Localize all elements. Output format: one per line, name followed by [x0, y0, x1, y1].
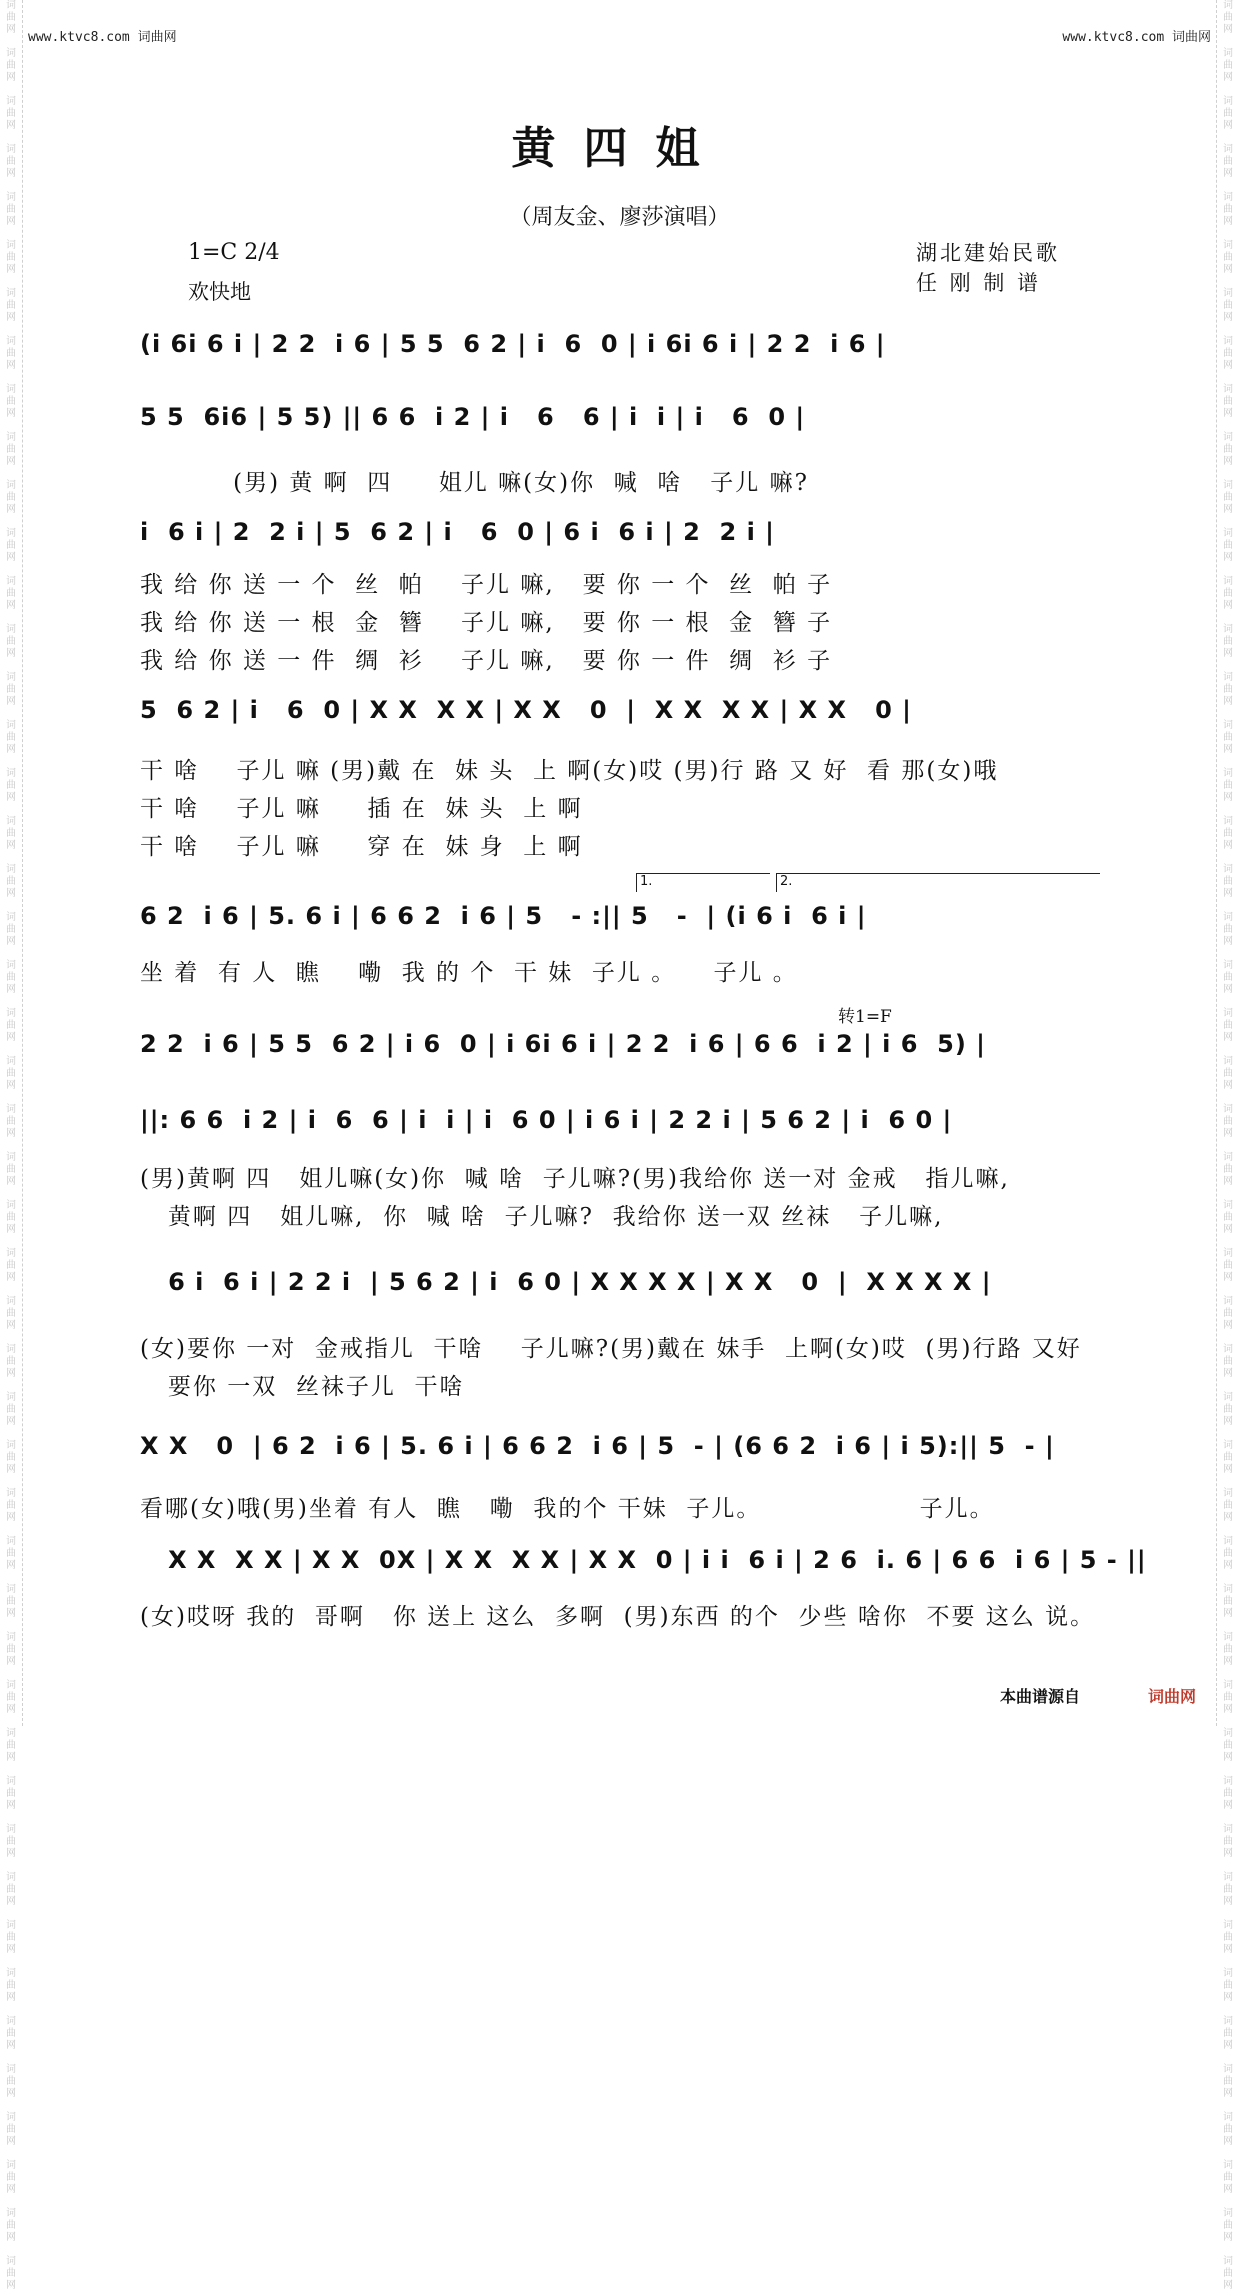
notation-line: 5 6 2 | i 6 0 | X X X X | X X 0 | X X X X | X X 0 | — [140, 696, 912, 724]
notation-line: X X 0 | 6 2 i 6 | 5. 6 i | 6 6 2 i 6 | 5 - | (6 6 2 i 6 | i 5):|| 5 - | — [140, 1432, 1055, 1460]
lyric-line: (男) 黄 啊 四 姐儿 嘛(女)你 喊 啥 子儿 嘛? — [140, 470, 809, 496]
modulation-mark: 转1=F — [838, 1007, 892, 1027]
right-watermark-strip: 词 曲 网 词 曲 网 词 曲 网 词 曲 网 词 曲 网 词 曲 网 词 曲 网 词 曲 网 词 曲 网 词 曲 网 词 曲 网 词 曲 网 词 曲 网 词 曲 网 词 曲 网 词 曲 网 词 曲 网 词 曲 网 词 曲 网 词 曲 网 词 曲 网 词 曲 网 词 曲 网 词 曲 网 词 曲 网 词 曲 网 词 曲 网 词 曲 网 词 曲 网 词 曲 网 词 曲 网 词 曲 网 词 曲 网 词 曲 网 词 曲 网 词 曲 网 词 曲 网 词 曲 网 词 曲 网 词 曲 网 词 曲 网 词 曲 网 词 曲 网 词 曲 网 词 曲 网 词 曲 网 词 曲 网 词 曲 网 — [1216, 0, 1239, 1726]
lyric-line: (女)哎呀 我的 哥啊 你 送上 这么 多啊 (男)东西 的个 少些 啥你 不要 这么 说。 — [140, 1604, 1096, 1630]
notation-line: X X X X | X X 0X | X X X X | X X 0 | i i 6 i | 2 6 i. 6 | 6 6 i 6 | 5 - || — [140, 1546, 1147, 1574]
notation-line: i 6 i | 2 2 i | 5 6 2 | i 6 0 | 6 i 6 i | 2 2 i | — [140, 518, 775, 546]
lyric-line: 干 啥 子儿 嘛 (男)戴 在 妹 头 上 啊(女)哎 (男)行 路 又 好 看 那(女)哦 — [140, 758, 999, 784]
lyric-line: 干 啥 子儿 嘛 插 在 妹 头 上 啊 — [140, 796, 583, 822]
lyric-line: (男)黄啊 四 姐儿嘛(女)你 喊 啥 子儿嘛?(男)我给你 送一对 金戒 指儿嘛, — [140, 1166, 1010, 1192]
lyric-line: 我 给 你 送 一 根 金 簪 子儿 嘛, 要 你 一 根 金 簪 子 — [140, 610, 833, 636]
song-subtitle: （周友金、廖莎演唱） — [509, 205, 730, 230]
lyric-line: 坐 着 有 人 瞧 嘞 我 的 个 干 妹 子儿 。 子儿 。 — [140, 960, 798, 986]
footer-source: 本曲谱源自 — [1000, 1687, 1081, 1706]
lyric-line: 看哪(女)哦(男)坐着 有人 瞧 嘞 我的个 干妹 子儿。 子儿。 — [140, 1496, 995, 1522]
watermark-left: www.ktvc8.com 词曲网 — [28, 30, 177, 45]
volta-second: 2. — [776, 873, 1100, 892]
lyric-line: 干 啥 子儿 嘛 穿 在 妹 身 上 啊 — [140, 834, 583, 860]
volta-first: 1. — [636, 873, 770, 892]
watermark-right: www.ktvc8.com 词曲网 — [1062, 30, 1211, 45]
notation-line: 2 2 i 6 | 5 5 6 2 | i 6 0 | i 6i 6 i | 2 2 i 6 | 6 6 i 2 | i 6 5) | — [140, 1030, 986, 1058]
notation-line: 6 2 i 6 | 5. 6 i | 6 6 2 i 6 | 5 - :|| 5 - | (i 6 i 6 i | — [140, 902, 867, 930]
lyric-line: 要你 一双 丝袜子儿 干啥 — [140, 1374, 465, 1400]
genre-label: 湖北建始民歌 — [916, 241, 1060, 265]
arranger-label: 任 刚 制 谱 — [916, 271, 1042, 295]
tempo-marking: 欢快地 — [188, 280, 251, 304]
lyric-line: 黄啊 四 姐儿嘛, 你 喊 啥 子儿嘛? 我给你 送一双 丝袜 子儿嘛, — [140, 1204, 944, 1230]
notation-line: 5 5 6i6 | 5 5) || 6 6 i 2 | i 6 6 | i i | i 6 0 | — [140, 403, 806, 431]
notation-line: (i 6i 6 i | 2 2 i 6 | 5 5 6 2 | i 6 0 | i 6i 6 i | 2 2 i 6 | — [140, 330, 886, 358]
notation-line: 6 i 6 i | 2 2 i | 5 6 2 | i 6 0 | X X X X | X X 0 | X X X X | — [140, 1268, 992, 1296]
footer-site: 词曲网 — [1148, 1687, 1197, 1706]
song-title: 黄四姐 — [511, 123, 728, 174]
notation-line: ||: 6 6 i 2 | i 6 6 | i i | i 6 0 | i 6 i | 2 2 i | 5 6 2 | i 6 0 | — [140, 1106, 953, 1134]
lyric-line: 我 给 你 送 一 个 丝 帕 子儿 嘛, 要 你 一 个 丝 帕 子 — [140, 572, 833, 598]
key-signature: 1=C 2/4 — [188, 240, 280, 265]
left-watermark-strip: 词 曲 网 词 曲 网 词 曲 网 词 曲 网 词 曲 网 词 曲 网 词 曲 网 词 曲 网 词 曲 网 词 曲 网 词 曲 网 词 曲 网 词 曲 网 词 曲 网 词 曲 网 词 曲 网 词 曲 网 词 曲 网 词 曲 网 词 曲 网 词 曲 网 词 曲 网 词 曲 网 词 曲 网 词 曲 网 词 曲 网 词 曲 网 词 曲 网 词 曲 网 词 曲 网 词 曲 网 词 曲 网 词 曲 网 词 曲 网 词 曲 网 词 曲 网 词 曲 网 词 曲 网 词 曲 网 词 曲 网 词 曲 网 词 曲 网 词 曲 网 词 曲 网 词 曲 网 词 曲 网 词 曲 网 词 曲 网 — [0, 0, 23, 1726]
lyric-line: 我 给 你 送 一 件 绸 衫 子儿 嘛, 要 你 一 件 绸 衫 子 — [140, 648, 833, 674]
lyric-line: (女)要你 一对 金戒指儿 干啥 子儿嘛?(男)戴在 妹手 上啊(女)哎 (男)行路 又好 — [140, 1336, 1082, 1362]
song-credits — [916, 238, 1060, 298]
